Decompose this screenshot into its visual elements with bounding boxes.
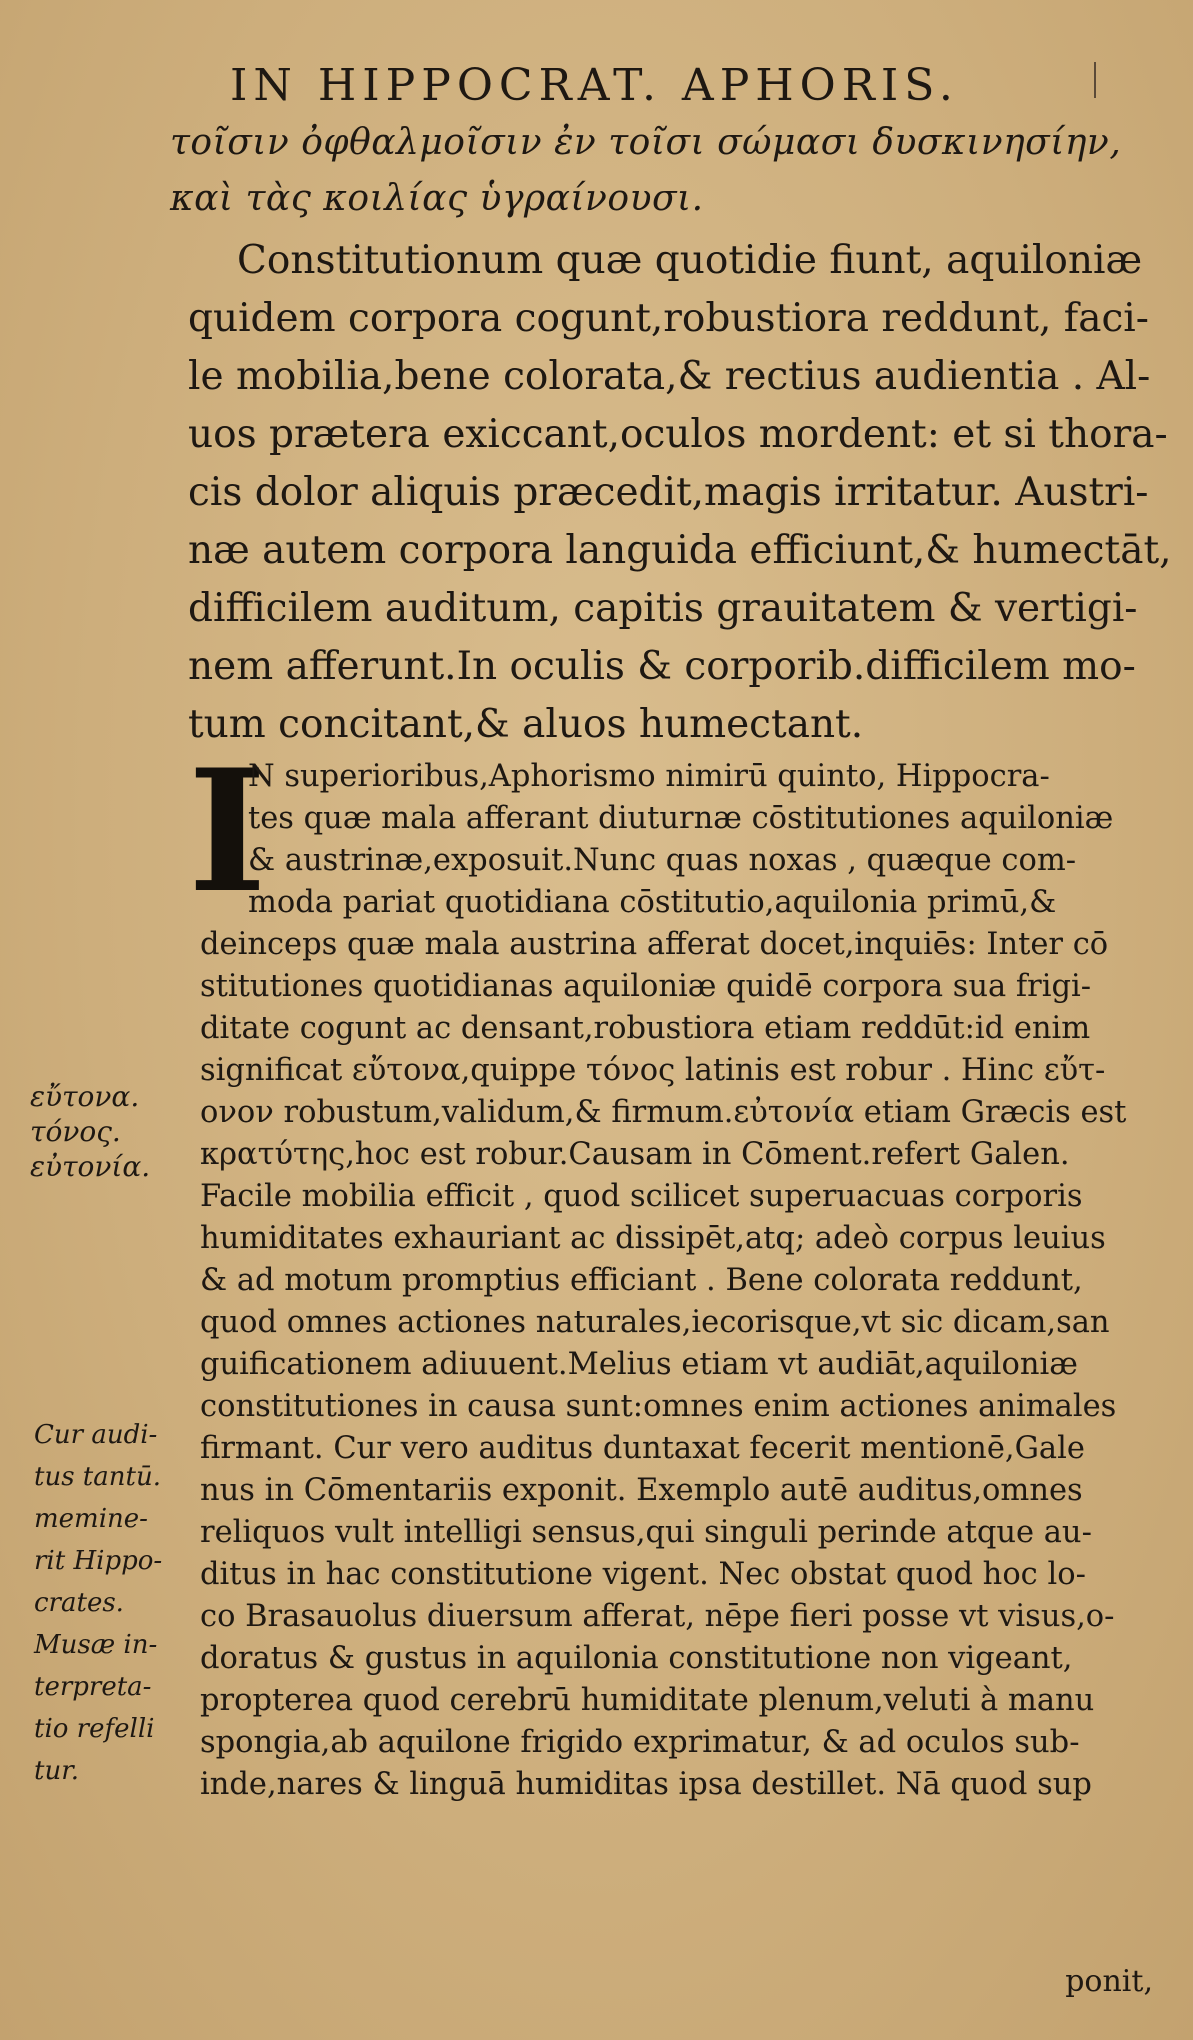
commentary-line: tes quæ mala afferant diuturnæ cōstitutiones aquiloniæ xyxy=(248,801,1114,836)
commentary-line: & ad motum promptius efficiant . Bene colorata reddunt, xyxy=(200,1263,1083,1298)
aphorism-line: tum concitant,& aluos humectant. xyxy=(188,702,864,747)
aphorism-line: difficilem auditum, capitis grauitatem & vertigi- xyxy=(188,586,1138,631)
drop-cap-initial: I xyxy=(188,732,267,930)
commentary-line: deinceps quæ mala austrina afferat docet,inquiēs: Inter cō xyxy=(200,927,1109,962)
aphorism-line: quidem corpora cogunt,robustiora reddunt, faci- xyxy=(188,296,1149,341)
commentary-line: κρατύτης,hoc est robur.Causam in Cōment.refert Galen. xyxy=(200,1137,1070,1172)
aphorism-line: cis dolor aliquis præcedit,magis irritatur. Austri- xyxy=(188,470,1149,515)
aphorism-line: næ autem corpora languida efficiunt,& humectāt, xyxy=(188,528,1172,573)
commentary-line: ditate cogunt ac densant,robustiora etiam reddūt:id enim xyxy=(200,1011,1091,1046)
commentary-line: co Brasauolus diuersum afferat, nēpe fieri posse vt visus,o- xyxy=(200,1599,1115,1634)
margin-note-line: tus tantū. xyxy=(34,1462,161,1492)
commentary-line: inde,nares & linguā humiditas ipsa destillet. Nā quod sup xyxy=(200,1767,1092,1802)
commentary-line: stitutiones quotidianas aquiloniæ quidē corpora sua frigi- xyxy=(200,969,1092,1004)
commentary-line: ditus in hac constitutione vigent. Nec obstat quod hoc lo- xyxy=(200,1557,1086,1592)
commentary-line: moda pariat quotidiana cōstitutio,aquilonia primū,& xyxy=(248,885,1057,920)
aphorism-line: le mobilia,bene colorata,& rectius audientia . Al- xyxy=(188,354,1151,399)
margin-note-line: terpreta- xyxy=(34,1672,152,1702)
aphorism-line: Constitutionum quæ quotidie fiunt, aquiloniæ xyxy=(237,238,1143,283)
commentary-line: spongia,ab aquilone frigido exprimatur, & ad oculos sub- xyxy=(200,1725,1080,1760)
running-header: IN HIPPOCRAT. APHORIS. xyxy=(230,60,959,111)
commentary-line: ονον robustum,validum,& firmum.εὐτονία etiam Græcis est xyxy=(200,1095,1127,1130)
margin-greek-note: τόνος. xyxy=(30,1115,121,1148)
margin-note-line: tio refelli xyxy=(34,1714,155,1744)
aphorism-line: nem afferunt.In oculis & corporib.difficilem mo- xyxy=(188,644,1136,689)
commentary-line: N superioribus,Aphorismo nimirū quinto, Hippocra- xyxy=(248,759,1050,794)
margin-greek-note: εὔτονα. xyxy=(30,1080,140,1113)
commentary-line: constitutiones in causa sunt:omnes enim actiones animales xyxy=(200,1389,1117,1424)
catchword: ponit, xyxy=(1065,1964,1153,1999)
margin-note-line: Cur audi- xyxy=(34,1420,158,1450)
commentary-line: doratus & gustus in aquilonia constitutione non vigeant, xyxy=(200,1641,1073,1676)
greek-line: καὶ τὰς κοιλίας ὑγραίνουσι. xyxy=(170,178,704,219)
commentary-line: reliquos vult intelligi sensus,qui singuli perinde atque au- xyxy=(200,1515,1092,1550)
greek-line: τοῖσιν ὀφθαλμοῖσιν ἐν τοῖσι σώμασι δυσκινησίην, xyxy=(170,122,1122,163)
margin-note-line: tur. xyxy=(34,1756,80,1786)
commentary-line: guificationem adiuuent.Melius etiam vt audiāt,aquiloniæ xyxy=(200,1347,1078,1382)
commentary-line: Facile mobilia efficit , quod scilicet superuacuas corporis xyxy=(200,1179,1083,1214)
commentary-line: nus in Cōmentariis exponit. Exemplo autē auditus,omnes xyxy=(200,1473,1083,1508)
margin-greek-note: εὐτονία. xyxy=(30,1150,151,1183)
commentary-line: quod omnes actiones naturales,iecorisque,vt sic dicam,san xyxy=(200,1305,1110,1340)
margin-note-line: rit Hippo- xyxy=(34,1546,163,1576)
margin-note-line: memine- xyxy=(34,1504,148,1534)
commentary-line: humiditates exhauriant ac dissipēt,atq; adeò corpus leuius xyxy=(200,1221,1106,1256)
margin-note-line: crates. xyxy=(34,1588,124,1618)
commentary-line: significat εὔτονα,quippe τόνος latinis est robur . Hinc εὔτ- xyxy=(200,1053,1106,1088)
commentary-line: & austrinæ,exposuit.Nunc quas noxas , quæque com- xyxy=(248,843,1077,878)
commentary-line: propterea quod cerebrū humiditate plenum,veluti à manu xyxy=(200,1683,1095,1718)
margin-note-line: Musæ in- xyxy=(34,1630,158,1660)
commentary-line: firmant. Cur vero auditus duntaxat fecerit mentionē,Gale xyxy=(200,1431,1085,1466)
page-edge-mark xyxy=(1094,62,1096,98)
aphorism-line: uos prætera exiccant,oculos mordent: et si thora- xyxy=(188,412,1168,457)
